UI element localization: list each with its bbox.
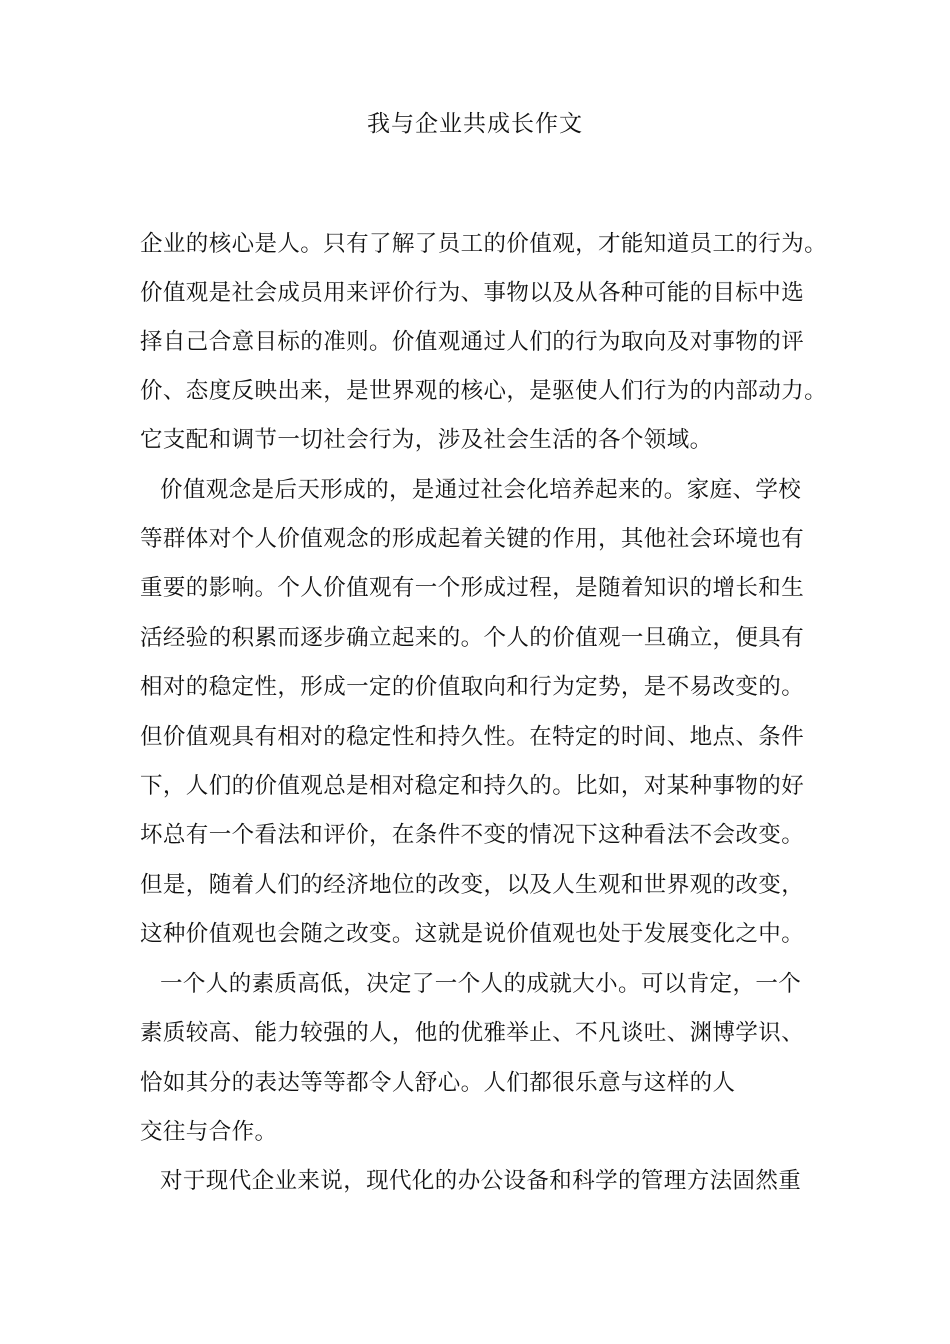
body-line: 交往与合作。: [140, 1119, 278, 1145]
body-line: 但价值观具有相对的稳定性和持久性。在特定的时间、地点、条件: [140, 724, 805, 750]
body-line: 重要的影响。个人价值观有一个形成过程，是随着知识的增长和生: [140, 575, 805, 601]
document-title: 我与企业共成长作文: [367, 111, 583, 137]
body-line: 一个人的素质高低，决定了一个人的成就大小。可以肯定，一个: [160, 971, 802, 997]
body-line: 它支配和调节一切社会行为，涉及社会生活的各个领域。: [140, 427, 713, 453]
body-line: 对于现代企业来说，现代化的办公设备和科学的管理方法固然重: [160, 1168, 802, 1194]
body-line: 择自己合意目标的准则。价值观通过人们的行为取向及对事物的评: [140, 329, 805, 355]
body-line: 下，人们的价值观总是相对稳定和持久的。比如，对某种事物的好: [140, 773, 805, 799]
body-line: 但是，随着人们的经济地位的改变，以及人生观和世界观的改变，: [140, 872, 805, 898]
body-line: 等群体对个人价值观念的形成起着关键的作用，其他社会环境也有: [140, 526, 805, 552]
body-line: 素质较高、能力较强的人，他的优雅举止、不凡谈吐、渊博学识、: [140, 1020, 805, 1046]
body-line: 这种价值观也会随之改变。这就是说价值观也处于发展变化之中。: [140, 921, 805, 947]
body-line: 坏总有一个看法和评价，在条件不变的情况下这种看法不会改变。: [140, 822, 805, 848]
body-line: 恰如其分的表达等等都令人舒心。人们都很乐意与这样的人: [140, 1070, 736, 1096]
body-line: 活经验的积累而逐步确立起来的。个人的价值观一旦确立，便具有: [140, 625, 805, 651]
body-line: 价值观是社会成员用来评价行为、事物以及从各种可能的目标中选: [140, 280, 805, 306]
body-line: 价、态度反映出来，是世界观的核心，是驱使人们行为的内部动力。: [140, 378, 828, 404]
body-line: 企业的核心是人。只有了解了员工的价值观，才能知道员工的行为。: [140, 231, 828, 257]
body-line: 价值观念是后天形成的，是通过社会化培养起来的。家庭、学校: [160, 477, 802, 503]
body-line: 相对的稳定性，形成一定的价值取向和行为定势，是不易改变的。: [140, 674, 805, 700]
